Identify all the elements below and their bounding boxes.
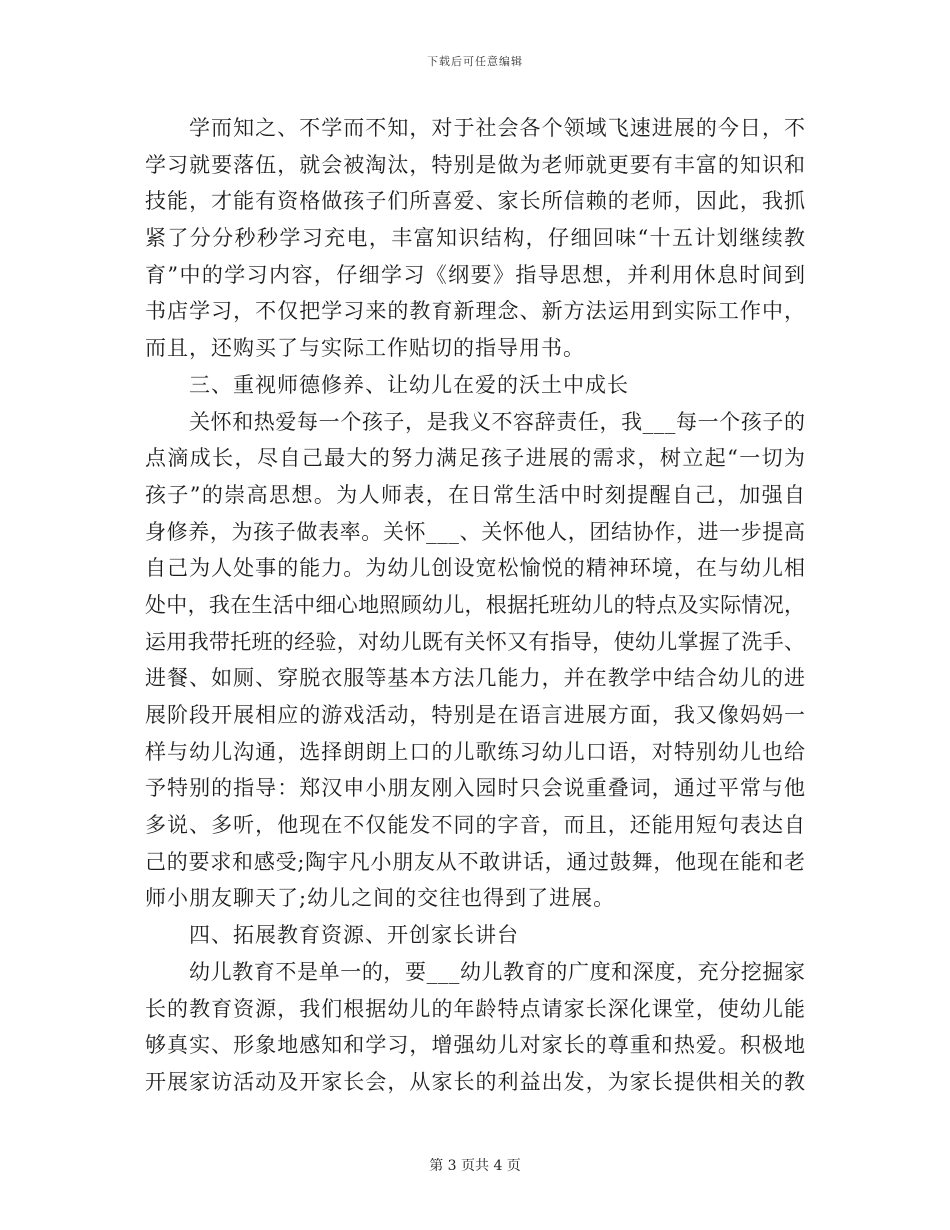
- text-line: 幼儿教育不是单一的，要___幼儿教育的广度和深度，充分挖掘家: [189, 959, 806, 984]
- text-line: 自己为人处事的能力。为幼儿创设宽松愉悦的精神环境，在与幼儿相: [145, 556, 807, 581]
- page-number-footer: 第 3 页共 4 页: [429, 1158, 521, 1174]
- text-line: 技能，才能有资格做孩子们所喜爱、家长所信赖的老师，因此，我抓: [145, 189, 807, 214]
- text-line: 而且，还购买了与实际工作贴切的指导用书。: [145, 336, 585, 361]
- text-line: 己的要求和感受;陶宇凡小朋友从不敢讲话，通过鼓舞，他现在能和老: [145, 849, 806, 874]
- page-header: 下载后可任意编辑: [427, 55, 523, 68]
- section-heading: [145, 917, 805, 954]
- paragraph: [145, 954, 805, 1101]
- text-line: 处中，我在生活中细心地照顾幼儿，根据托班幼儿的特点及实际情况，: [145, 592, 806, 617]
- text-line: 关怀和热爱每一个孩子，是我义不容辞责任，我___每一个孩子的: [189, 409, 806, 434]
- document-body: [145, 110, 805, 1101]
- text-line: 开展家访活动及开家长会，从家长的利益出发，为家长提供相关的教: [145, 1069, 807, 1094]
- text-line: 紧了分分秒秒学习充电，丰富知识结构，仔细回味“十五计划继续教: [145, 226, 807, 251]
- section-heading: [145, 367, 805, 404]
- text-line: 运用我带托班的经验，对幼儿既有关怀又有指导，使幼儿掌握了洗手、: [145, 629, 806, 654]
- text-line: 孩子”的崇高思想。为人师表，在日常生活中时刻提醒自己，加强自: [145, 482, 807, 507]
- text-line: 多说、多听，他现在不仅能发不同的字音，而且，还能用短句表达自: [145, 813, 807, 838]
- heading-text: 三、重视师德修养、让幼儿在爱的沃土中成长: [189, 372, 629, 397]
- paragraph: [145, 404, 805, 918]
- text-line: 身修养，为孩子做表率。关怀___、关怀他人，团结协作，进一步提高: [145, 519, 806, 544]
- text-line: 学习就要落伍，就会被淘汰，特别是做为老师就更要有丰富的知识和: [145, 152, 807, 177]
- text-line: 展阶段开展相应的游戏活动，特别是在语言进展方面，我又像妈妈一: [145, 703, 807, 727]
- text-line: 样与幼儿沟通，选择朗朗上口的儿歌练习幼儿口语，对特别幼儿也给: [145, 739, 807, 764]
- text-line: 书店学习，不仅把学习来的教育新理念、新方法运用到实际工作中，: [145, 299, 807, 324]
- text-line: 予特别的指导：郑汉申小朋友刚入园时只会说重叠词，通过平常与他: [145, 776, 807, 801]
- text-line: 进餐、如厕、穿脱衣服等基本方法几能力，并在教学中结合幼儿的进: [145, 666, 807, 691]
- heading-text: 四、拓展教育资源、开创家长讲台: [189, 923, 519, 948]
- text-line: 育”中的学习内容，仔细学习《纲要》指导思想，并利用休息时间到: [145, 262, 807, 287]
- text-line: 师小朋友聊天了;幼儿之间的交往也得到了进展。: [145, 886, 616, 911]
- text-line: 长的教育资源，我们根据幼儿的年龄特点请家长深化课堂，使幼儿能: [145, 996, 807, 1021]
- text-line: 点滴成长，尽自己最大的努力满足孩子进展的需求，树立起“一切为: [145, 446, 807, 471]
- paragraph: [145, 110, 805, 367]
- text-line: 够真实、形象地感知和学习，增强幼儿对家长的尊重和热爱。积极地: [145, 1033, 807, 1058]
- text-line: 学而知之、不学而不知，对于社会各个领域飞速进展的今日，不: [189, 116, 807, 140]
